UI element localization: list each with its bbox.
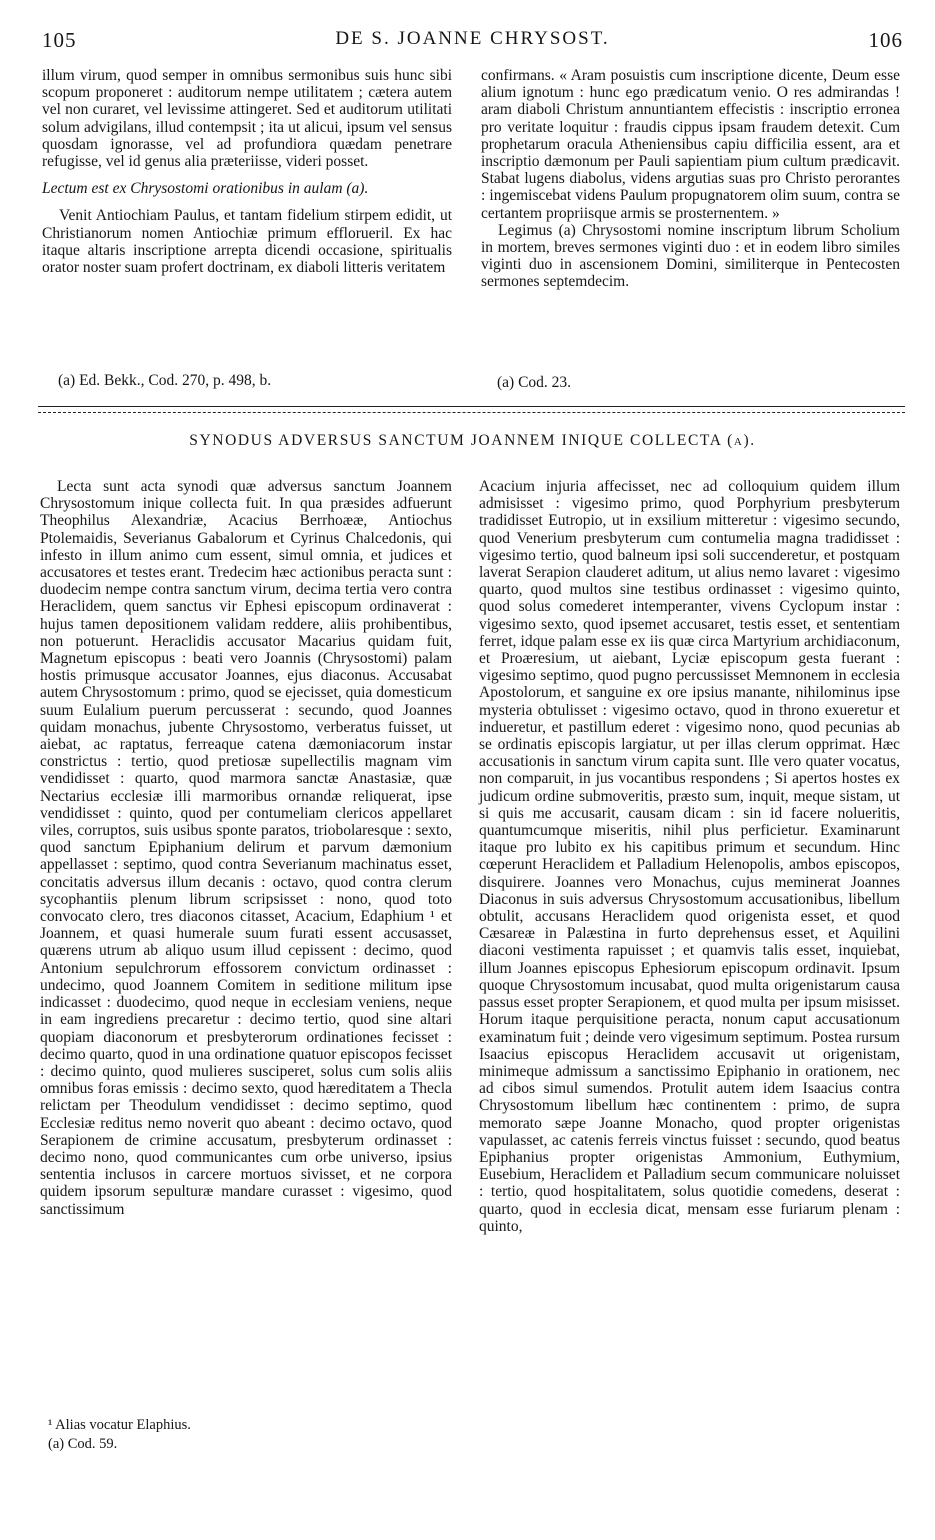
top-left-paragraph-2: Venit Antiochiam Paulus, et tantam fidelium stirpem edidit, ut Christianorum nomen Antiochiæ primum efflorueril. Ex hac itaque altaris inscriptione arrepta dicendi occasione, spiritualis orator noster suam profert doctrinam, ex diaboli litteris veritatem bbox=[42, 207, 452, 277]
section-title: SYNODUS ADVERSUS SANCTUM JOANNEM INIQUE COLLECTA (a). bbox=[189, 432, 756, 449]
running-title: DE S. JOANNE CHRYSOST. bbox=[335, 28, 610, 49]
page-number-left: 105 bbox=[42, 28, 77, 52]
section-divider-dashed bbox=[38, 412, 905, 413]
running-header bbox=[42, 26, 903, 58]
page-number-right: 106 bbox=[868, 28, 903, 52]
top-left-paragraph-1: illum virum, quod semper in omnibus sermonibus suis hunc sibi scopum proponeret : auditorum nempe utilitatem ; cætera autem vel non curaret, vel levissime attingeret. Sed et auditorum utilitati solum advigilans, illud contempsit ; ita ut alicui, ipsum vel sensus quosdam ignorasse, vel ad profundiora quædam penetrare refugisse, vel id genus alia præteriisse, videri posset. bbox=[42, 67, 452, 171]
main-right-column bbox=[479, 478, 900, 1235]
footnote-elaphius: ¹ Alias vocatur Elaphius. bbox=[48, 1417, 191, 1433]
section-divider-solid bbox=[38, 406, 905, 407]
top-right-paragraph-1: confirmans. « Aram posuistis cum inscriptione dicente, Deum esse alium ignotum : hunc ego prædicatum venio. O res admirandas ! aram diaboli Christum annuntiantem effecistis : inscriptio erronea pro veritate loquitur : fraudis cippus ipsam fraudem detexit. Cum prophetarum oracula Atheniensibus capiu difficilia essent, ara et inscriptio dæmonum per Pauli sapientiam pium cultum prædicavit. Stabat lugens diabolus, videns argutias suas pro Christo perorantes : ingemiscebat videns Paulum propugnatorem olim suum, contra se certantem propriisque armis se prosternentem. » bbox=[481, 67, 900, 222]
main-left-text: Lecta sunt acta synodi quæ adversus sanctum Joannem Chrysostomum inique collecta fuit. In qua præsides adfuerunt Theophilus Alexandriæ, Acacius Berrhoææ, Antiochus Ptolemaidis, Severianus Gabalorum et Cyrinus Chalcedonis, qui infesto in illum animo cum essent, simul omnia, et judices et accusatores et testes erant. Tredecim hæc actionibus peracta sunt : duodecim nempe contra sanctum virum, decima tertia vero contra Heraclidem, quem sanctus vir Ephesi episcopum ordinaverat : hujus tamen depositionem validam reddere, aliis prohibentibus, non potuerunt. Heraclidis accusator Macarius quidam fuit, Magnetum episcopus : beati vero Joannis (Chrysostomi) palam hostis primusque accusator Joannes, ejus diaconus. Accusabat autem Chrysostomum : primo, quod se ejecisset, quia domesticum suum Eulalium puerum percusserat : secundo, quod Joannes quidam monachus, jubente Chrysostomo, verberatus fuisset, ut aiebat, ac raptatus, ferreaque catena dæmoniacorum instar constrictus : tertio, quod pretiosæ supellectilis magnam vim vendidisset : quarto, quod marmora sanctæ Anastasiæ, quæ Nectarius ecclesiæ illi marmoribus ornandæ reliquerat, ipse vendidisset : quinto, quod per contumeliam clericos appellaret viles, corruptos, suis usibus sponte paratos, triobolaresque : sexto, quod sanctum Epiphanium delirum et parvum dæmonium appellasset : septimo, quod contra Severianum machinatus esset, concitatis adversus illum decanis : octavo, quod contra clerum sycophantiis plenum librum scripsisset : nono, quod toto convocato clero, tres diaconos citasset, Acacium, Edaphium ¹ et Joannem, et quasi humerale suum furati essent accusasset, quærens utrum ab aliquo usum illud cepissent : decimo, quod Antonium sepulchrorum effossorem convictum ordinasset : undecimo, quod Joannem Comitem in seditione militum ipse indicasset : duodecimo, quod neque in ecclesiam veniens, neque in eam ingrediens precaretur : decimo tertio, quod sine altari quopiam diaconorum et presbyterorum ordinationes fecisset : decimo quarto, quod in una ordinatione quatuor episcopos fecisset : decimo quinto, quod mulieres susciperet, solus cum solis aliis omnibus foras emissis : decimo sexto, quod hæreditatem a Thecla relictam per Theodulum vendidisset : decimo septimo, quod Ecclesiæ reditus nemo noverit quo abeant : decimo octavo, quod Serapionem de crimine accusatum, presbyterum ordinasset : decimo nono, quod communicantes cum orbe universo, ipsius sententia inclusos in carcere mortuos sivisset, et ne corpora quidem ipsorum sepulturæ mandare curasset : vigesimo, quod sanctissimum bbox=[40, 478, 452, 1218]
top-right-column bbox=[481, 67, 900, 291]
footnote-cod-59: (a) Cod. 59. bbox=[48, 1436, 118, 1452]
section-heading-aulam: Lectum est ex Chrysostomi orationibus in aulam (a). bbox=[42, 180, 369, 198]
footnotes-main bbox=[48, 1416, 191, 1454]
main-right-text: Acacium injuria affecisset, nec ad colloquium quidem illum admisisset : vigesimo primo, quod Porphyrium presbyterum tradidisset Eutropio, ut in exsilium mitteretur : vigesimo secundo, quod Venerium presbyterum cum contumelia magna tradidisset : vigesimo tertio, quod balneum ipsi soli succenderetur, et postquam laverat Serapion clauderet aditum, ut alius nemo lavaret : vigesimo quarto, quod multos sine testibus ordinasset : vigesimo quinto, quod solus comederet intemperanter, vivens Cyclopum instar : vigesimo sexto, quod ipsemet accusaret, testis esset, et sententiam ferret, idque palam esse ex iis quæ circa Martyrium archidiaconum, et Proæresium, ut aiebant, Lyciæ episcopum gesta fuerant : vigesimo septimo, quod pugno percussisset Memnonem in ecclesia Apostolorum, et sanguine ex ore ipsius manante, nihilominus ipse mysteria obtulisset : vigesimo octavo, quod in throno exueretur et indueretur, et pastillum ederet : vigesimo nono, quod pecunias ab se ordinatis episcopis largiatur, ut per illas clerum opprimat. Hæc accusationis in sanctum virum capita sunt. Ille vero quater vocatus, non comparuit, in jus vocantibus respondens ; Si apertos hostes ex judicum ordine submoveritis, præsto sum, inquit, meque sistam, ut si quis me accusarit, causam dicam : sin id facere nolueritis, quantumcumque miseritis, nihil plus perficietur. Examinarunt itaque pro lubito ex his capitibus primum et secundum. Hinc cœperunt Heraclidem et Palladium Helenopolis, ambos episcopos, disquirere. Joannes vero Monachus, cujus meminerat Joannes Diaconus in suis adversus Chrysostomum accusationibus, libellum obtulit, accusans Heraclidem quod origenista esset, et quod Cæsareæ in Palæstina in furto deprehensus esset, et Aquilini diaconi vestimenta rapuisset ; et quamvis talis esset, inquiebat, illum Joannes episcopus Ephesiorum episcopum ordinavit. Ipsum quoque Chrysostomum incusabat, quod multa origenistarum causa passus esset propter Serapionem, et quod multa per ipsum misisset. Horum itaque perquisitione peracta, nonum caput accusationum examinatum fuit ; deinde vero vigesimum septimum. Postea rursum Isaacius episcopus Heraclidem accusavit ut origenistam, minimeque admissum a sanctissimo Epiphanio in orationem, nec ad cibos simul sumendos. Protulit autem idem Isaacius contra Chrysostomum libellum hæc continentem : primo, de supra memorato sæpe Joanne Monacho, quod propter origenistas vapulasset, ac catenis ferreis vinctus fuisset : secundo, quod beatus Epiphanius propter origenistas Ammonium, Euthymium, Eusebium, Heraclidem et Palladium secum communicare noluisset : tertio, quod hospitalitatem, solus quotidie comedens, deserat : quarto, quod in ecclesia dicat, mensam esse furiarum plenam : quinto, bbox=[479, 478, 900, 1235]
footnote-top-right: (a) Cod. 23. bbox=[497, 374, 572, 391]
main-left-column bbox=[40, 478, 452, 1218]
top-left-column bbox=[42, 67, 452, 276]
top-right-paragraph-2: Legimus (a) Chrysostomi nomine inscriptum librum Scholium in mortem, breves sermones viginti duo : et in eodem libro similes viginti duo in ascensionem Domini, similiterque in Pentecosten sermones septemdecim. bbox=[481, 221, 900, 291]
footnote-top-left: (a) Ed. Bekk., Cod. 270, p. 498, b. bbox=[58, 372, 272, 389]
